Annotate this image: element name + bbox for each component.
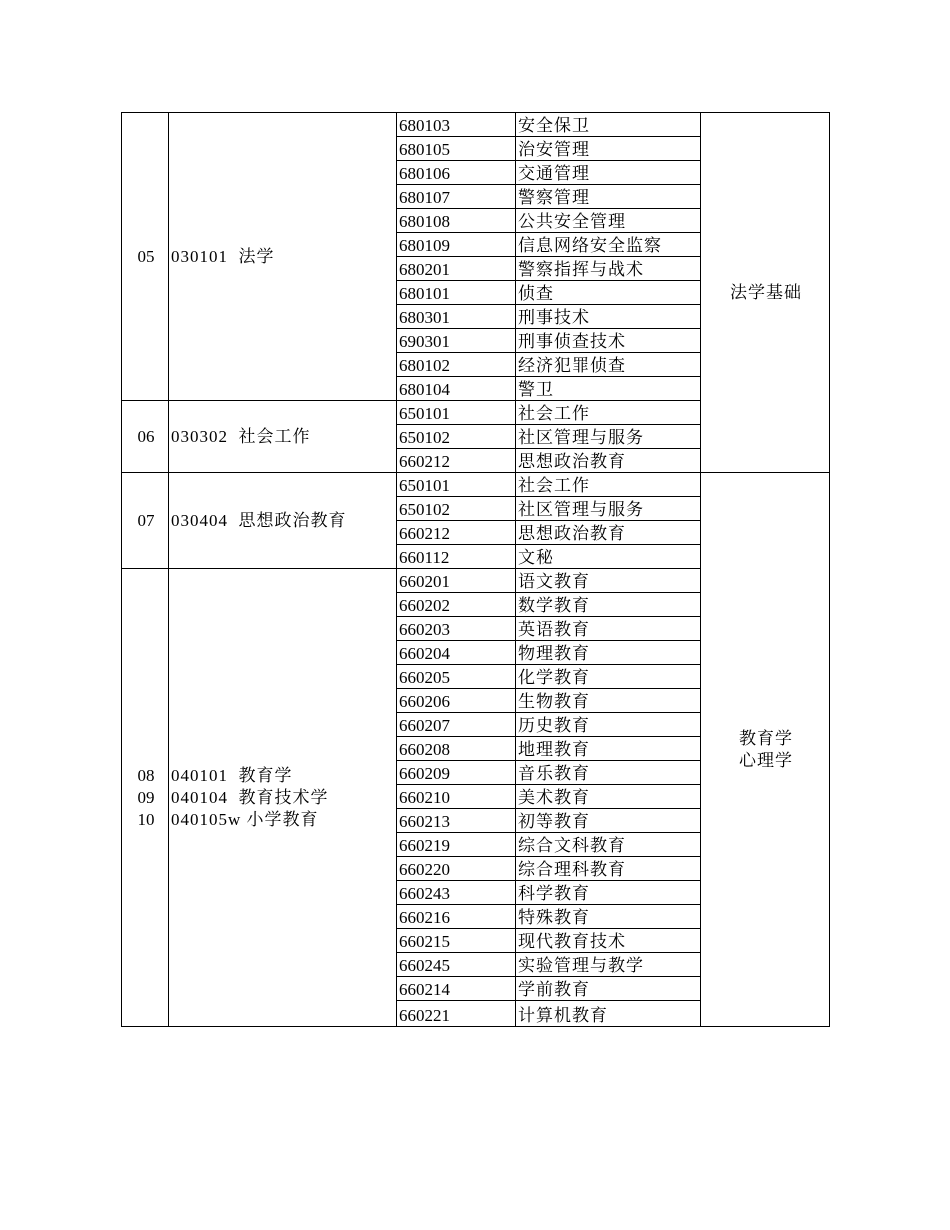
diploma-code: 650101	[397, 473, 516, 497]
diploma-major-name: 生物教育	[516, 689, 701, 713]
diploma-code: 680109	[397, 233, 516, 257]
diploma-code: 680104	[397, 377, 516, 401]
undergraduate-major: 040101 教育学	[171, 765, 293, 785]
diploma-code: 660216	[397, 905, 516, 929]
major-mapping-table	[121, 112, 830, 1027]
undergraduate-major-cell	[169, 401, 397, 473]
diploma-code: 660245	[397, 953, 516, 977]
sequence-cell	[122, 569, 169, 1027]
diploma-code: 680102	[397, 353, 516, 377]
undergraduate-major: 030101 法学	[171, 246, 275, 266]
sequence-cell	[122, 473, 169, 569]
diploma-major-name: 音乐教育	[516, 761, 701, 785]
diploma-major-name: 地理教育	[516, 737, 701, 761]
diploma-code: 680108	[397, 209, 516, 233]
exam-subject: 法学基础	[730, 282, 802, 302]
diploma-code: 660221	[397, 1001, 516, 1027]
diploma-major-name: 治安管理	[516, 137, 701, 161]
undergraduate-major-cell	[169, 113, 397, 401]
sequence-number: 09	[137, 787, 155, 807]
diploma-code: 680105	[397, 137, 516, 161]
diploma-major-name: 化学教育	[516, 665, 701, 689]
diploma-code: 660112	[397, 545, 516, 569]
undergraduate-major-cell	[169, 569, 397, 1027]
diploma-major-name: 思想政治教育	[516, 449, 701, 473]
diploma-major-name: 综合文科教育	[516, 833, 701, 857]
diploma-code: 660220	[397, 857, 516, 881]
diploma-code: 660212	[397, 521, 516, 545]
diploma-code: 660215	[397, 929, 516, 953]
diploma-code: 660214	[397, 977, 516, 1001]
diploma-code: 680106	[397, 161, 516, 185]
diploma-code: 650102	[397, 425, 516, 449]
diploma-code: 680301	[397, 305, 516, 329]
undergraduate-major: 040104 教育技术学	[171, 787, 329, 807]
diploma-major-name: 安全保卫	[516, 113, 701, 137]
exam-subject-cell	[701, 473, 830, 1027]
sequence-number: 06	[137, 426, 155, 446]
diploma-major-name: 社会工作	[516, 473, 701, 497]
diploma-major-name: 美术教育	[516, 785, 701, 809]
undergraduate-major: 040105w 小学教育	[171, 809, 319, 829]
diploma-code: 660204	[397, 641, 516, 665]
diploma-major-name: 警卫	[516, 377, 701, 401]
sequence-number: 05	[137, 246, 155, 266]
undergraduate-major: 030302 社会工作	[171, 426, 311, 446]
undergraduate-major-cell	[169, 473, 397, 569]
diploma-major-name: 综合理科教育	[516, 857, 701, 881]
diploma-major-name: 社会工作	[516, 401, 701, 425]
diploma-major-name: 社区管理与服务	[516, 497, 701, 521]
diploma-code: 660208	[397, 737, 516, 761]
diploma-code: 660207	[397, 713, 516, 737]
diploma-code: 660202	[397, 593, 516, 617]
diploma-major-name: 公共安全管理	[516, 209, 701, 233]
table-row	[122, 473, 830, 497]
sequence-number: 10	[137, 809, 155, 829]
diploma-major-name: 现代教育技术	[516, 929, 701, 953]
diploma-major-name: 信息网络安全监察	[516, 233, 701, 257]
diploma-major-name: 社区管理与服务	[516, 425, 701, 449]
diploma-major-name: 刑事侦查技术	[516, 329, 701, 353]
diploma-major-name: 英语教育	[516, 617, 701, 641]
diploma-major-name: 警察指挥与战术	[516, 257, 701, 281]
sequence-cell	[122, 401, 169, 473]
diploma-code: 680201	[397, 257, 516, 281]
diploma-major-name: 侦查	[516, 281, 701, 305]
diploma-code: 660219	[397, 833, 516, 857]
diploma-code: 690301	[397, 329, 516, 353]
sequence-cell	[122, 113, 169, 401]
diploma-major-name: 思想政治教育	[516, 521, 701, 545]
diploma-major-name: 实验管理与教学	[516, 953, 701, 977]
diploma-code: 660213	[397, 809, 516, 833]
diploma-major-name: 经济犯罪侦查	[516, 353, 701, 377]
diploma-code: 660243	[397, 881, 516, 905]
diploma-major-name: 特殊教育	[516, 905, 701, 929]
exam-subject-cell	[701, 113, 830, 473]
diploma-code: 680101	[397, 281, 516, 305]
diploma-major-name: 语文教育	[516, 569, 701, 593]
sequence-number: 08	[137, 765, 155, 785]
diploma-code: 680107	[397, 185, 516, 209]
exam-subject: 心理学	[739, 750, 793, 770]
diploma-code: 660205	[397, 665, 516, 689]
diploma-major-name: 历史教育	[516, 713, 701, 737]
sequence-number: 07	[137, 510, 155, 530]
diploma-major-name: 交通管理	[516, 161, 701, 185]
diploma-code: 660201	[397, 569, 516, 593]
diploma-major-name: 初等教育	[516, 809, 701, 833]
table-body	[122, 113, 830, 1027]
diploma-code: 660203	[397, 617, 516, 641]
exam-subject: 教育学	[739, 728, 793, 748]
diploma-major-name: 警察管理	[516, 185, 701, 209]
table-row	[122, 113, 830, 137]
diploma-code: 660209	[397, 761, 516, 785]
diploma-code: 680103	[397, 113, 516, 137]
diploma-major-name: 计算机教育	[516, 1001, 701, 1027]
diploma-major-name: 数学教育	[516, 593, 701, 617]
undergraduate-major: 030404 思想政治教育	[171, 510, 347, 530]
diploma-code: 660212	[397, 449, 516, 473]
diploma-major-name: 刑事技术	[516, 305, 701, 329]
diploma-major-name: 学前教育	[516, 977, 701, 1001]
diploma-major-name: 物理教育	[516, 641, 701, 665]
diploma-code: 660210	[397, 785, 516, 809]
diploma-major-name: 科学教育	[516, 881, 701, 905]
diploma-code: 650102	[397, 497, 516, 521]
diploma-code: 650101	[397, 401, 516, 425]
diploma-code: 660206	[397, 689, 516, 713]
diploma-major-name: 文秘	[516, 545, 701, 569]
